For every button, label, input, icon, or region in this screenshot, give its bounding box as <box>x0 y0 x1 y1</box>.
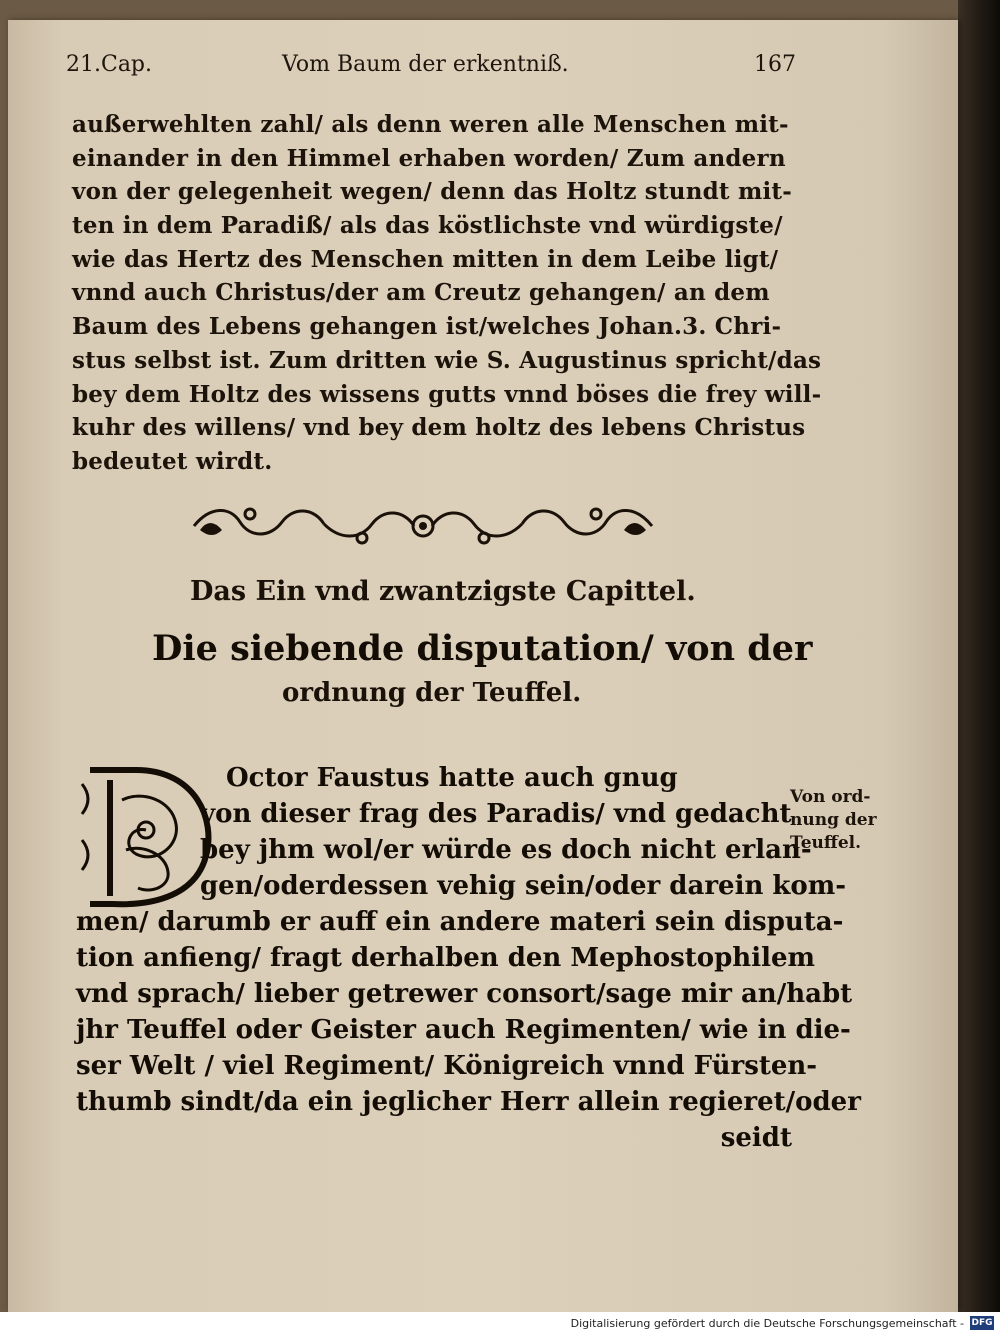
paragraph-line: thumb sindt/da ein jeglicher Herr allein regieret/oder <box>76 1087 861 1117</box>
text-line: Baum des Lebens gehangen ist/welches Johan.3. Chri- <box>72 313 782 341</box>
paragraph-line: von dieser frag des Paradis/ vnd gedacht <box>200 799 792 829</box>
paragraph-line: bey jhm wol/er würde es doch nicht erlan- <box>200 835 812 865</box>
paragraph-line: ser Welt / viel Regiment/ Königreich vnnd Fürsten- <box>76 1051 818 1081</box>
marginal-note <box>790 786 900 855</box>
text-line: bedeutet wirdt. <box>72 447 273 475</box>
text-line: einander in den Himmel erhaben worden/ Zum andern <box>72 144 786 172</box>
chapter-subtitle: Die siebende disputation/ von der <box>152 628 813 669</box>
text-line: bey dem Holtz des wissens gutts vnnd böses die frey will- <box>72 380 822 408</box>
dfg-logo: DFG <box>971 1318 993 1328</box>
marginal-note-line: nung der <box>790 810 877 830</box>
paragraph-line: men/ darumb er auff ein andere materi sein disputa- <box>76 907 844 937</box>
text-line: stus selbst ist. Zum dritten wie S. Augustinus spricht/das <box>72 346 822 374</box>
chapter-subtitle-continued: ordnung der Teuffel. <box>282 678 582 708</box>
funding-notice: Digitalisierung gefördert durch die Deutsche Forschungsgemeinschaft - <box>570 1317 964 1330</box>
paragraph-line: jhr Teuffel oder Geister auch Regimenten/ wie in die- <box>76 1015 851 1045</box>
catchword: seidt <box>720 1123 792 1153</box>
chapter-heading: Das Ein vnd zwantzigste Capittel. <box>190 576 696 607</box>
paragraph-line: tion anfieng/ fragt derhalben den Mephostophilem <box>76 943 816 973</box>
text-line: wie das Hertz des Menschen mitten in dem Leibe ligt/ <box>72 245 779 273</box>
header-running-title: Vom Baum der erkentniß. <box>282 52 569 77</box>
paragraph-line: vnd sprach/ lieber getrewer consort/sage mir an/habt <box>76 979 853 1009</box>
header-page-number: 167 <box>754 52 796 77</box>
text-line: außerwehlten zahl/ als denn weren alle Menschen mit- <box>72 111 789 138</box>
text-line: von der gelegenheit wegen/ denn das Holtz stundt mit- <box>72 178 792 206</box>
book-edge <box>958 0 1000 1312</box>
marginal-note-line: Teuffel. <box>790 833 862 853</box>
text-line: ten in dem Paradiß/ als das köstlichste vnd würdigste/ <box>72 212 783 240</box>
body-text-block <box>72 108 822 479</box>
paragraph-line: gen/oderdessen vehig sein/oder darein kom- <box>200 871 847 901</box>
text-line: kuhr des willens/ vnd bey dem holtz des lebens Christus <box>72 414 806 442</box>
decorative-ornament-band <box>190 500 656 552</box>
running-header <box>66 52 796 88</box>
paragraph-line: Octor Faustus hatte auch gnug <box>226 763 678 793</box>
text-line: vnnd auch Christus/der am Creutz gehangen/ an dem <box>72 279 770 307</box>
marginal-note-line: Von ord- <box>790 787 871 807</box>
digitization-footer <box>0 1312 1000 1336</box>
header-chapter: 21.Cap. <box>66 52 153 77</box>
